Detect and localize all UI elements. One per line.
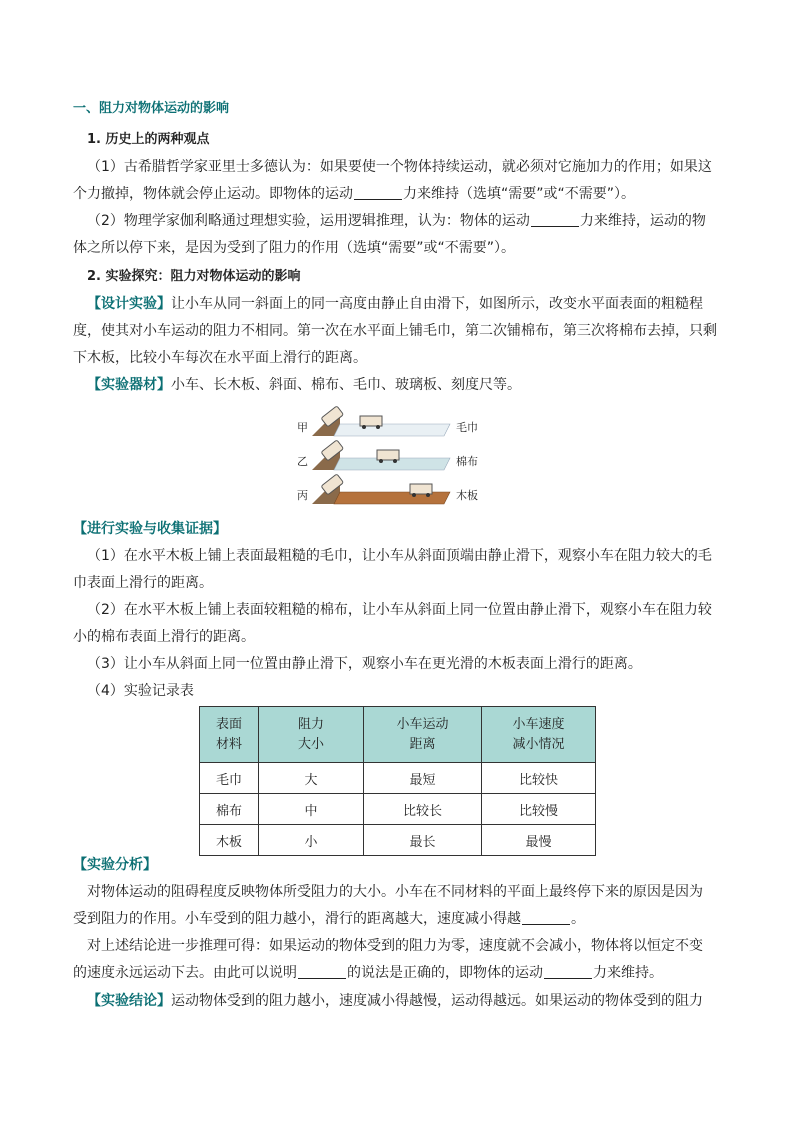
- car-3: [410, 484, 432, 494]
- subheading-views: 1. 历史上的两种观点: [87, 132, 210, 147]
- table-cell: 大: [259, 763, 364, 794]
- table-row: [200, 825, 596, 856]
- procedure-step-1b: 巾表面上滑行的距离。: [73, 575, 213, 591]
- procedure-step-2a: （2）在水平木板上铺上表面较粗糙的棉布，让小车从斜面上同一位置由静止滑下，观察小车在阻力较: [87, 602, 712, 618]
- figure-drawing: [290, 402, 510, 514]
- analysis-paragraph-2a: 对上述结论进一步推理可得：如果运动的物体受到的阻力为零，速度就不会减小，物体将以恒定不变: [87, 938, 703, 954]
- header-cell: 小车运动 距离: [364, 707, 482, 763]
- figure-label-board: 木板: [456, 489, 478, 502]
- header-cell: 表面 材料: [200, 707, 259, 763]
- table-cell: 中: [259, 794, 364, 825]
- subheading-experiment: 2. 实验探究：阻力对物体运动的影响: [87, 269, 301, 284]
- header-cell: 阻力 大小: [259, 707, 364, 763]
- conclusion-tag: 【实验结论】: [87, 993, 171, 1009]
- section-heading: 一、阻力对物体运动的影响: [73, 101, 230, 116]
- table-cell: 小: [259, 825, 364, 856]
- table-header-row: [200, 707, 596, 763]
- experiment-figure: [290, 402, 510, 514]
- conclusion-paragraph: 【实验结论】运动物体受到的阻力越小，速度减小得越慢，运动得越远。如果运动的物体受到的阻力: [87, 993, 703, 1009]
- analysis-tag: 【实验分析】: [73, 857, 157, 873]
- fill-blank[interactable]: [354, 185, 402, 200]
- table-row: [200, 763, 596, 794]
- row-towel: [312, 406, 450, 436]
- figure-label-yi: 乙: [297, 455, 308, 468]
- table-cell: 比较快: [482, 763, 596, 794]
- car-1: [360, 416, 382, 426]
- table-cell: 木板: [200, 825, 259, 856]
- figure-label-cloth: 棉布: [456, 455, 478, 468]
- paragraph-design-3: 下木板，比较小车每次在水平面上滑行的距离。: [73, 350, 367, 366]
- analysis-paragraph-1b: 受到阻力的作用。小车受到的阻力越小，滑行的距离越大，速度减小得越 。: [73, 911, 585, 927]
- table-cell: 比较慢: [482, 794, 596, 825]
- paragraph-aristotle-2: 个力撤掉，物体就会停止运动。即物体的运动 力来维持（选填“需要”或“不需要”）。: [73, 186, 636, 202]
- figure-label-jia: 甲: [297, 421, 308, 434]
- car-2: [377, 450, 399, 460]
- procedure-step-3: （3）让小车从斜面上同一位置由静止滑下，观察小车在更光滑的木板表面上滑行的距离。: [87, 656, 642, 672]
- paragraph-design-1: 【设计实验】让小车从同一斜面上的同一高度由静止自由滑下，如图所示，改变水平面表面的粗糙程: [87, 296, 703, 312]
- equipment-tag: 【实验器材】: [87, 377, 171, 393]
- record-table: [199, 706, 596, 856]
- surface-towel: [334, 424, 450, 436]
- procedure-step-4: （4）实验记录表: [87, 683, 194, 699]
- table-row: [200, 794, 596, 825]
- surface-board: [334, 492, 450, 504]
- row-cloth: [312, 440, 450, 470]
- fill-blank[interactable]: [531, 212, 579, 227]
- paragraph-galileo-2: 体之所以停下来，是因为受到了阻力的作用（选填“需要”或“不需要”）。: [73, 240, 516, 256]
- fill-blank[interactable]: [544, 964, 592, 979]
- procedure-tag: 【进行实验与收集证据】: [73, 521, 227, 537]
- table-cell: 最长: [364, 825, 482, 856]
- header-cell: 小车速度 减小情况: [482, 707, 596, 763]
- procedure-step-1a: （1）在水平木板上铺上表面最粗糙的毛巾，让小车从斜面顶端由静止滑下，观察小车在阻力较大的毛: [87, 548, 712, 564]
- table-cell: 最慢: [482, 825, 596, 856]
- row-board: [312, 474, 450, 504]
- procedure-step-2b: 小的棉布表面上滑行的距离。: [73, 629, 255, 645]
- table-cell: 毛巾: [200, 763, 259, 794]
- figure-label-bing: 丙: [297, 489, 308, 502]
- fill-blank[interactable]: [522, 910, 570, 925]
- paragraph-aristotle-1: （1）古希腊哲学家亚里士多德认为：如果要使一个物体持续运动，就必须对它施加力的作用；如果这: [87, 159, 712, 175]
- design-tag: 【设计实验】: [87, 296, 171, 312]
- analysis-paragraph-2b: 的速度永远运动下去。由此可以说明 的说法是正确的，即物体的运动 力来维持。: [73, 965, 663, 981]
- paragraph-equipment: 【实验器材】小车、长木板、斜面、棉布、毛巾、玻璃板、刻度尺等。: [87, 377, 521, 393]
- table-cell: 最短: [364, 763, 482, 794]
- table-cell: 比较长: [364, 794, 482, 825]
- paragraph-galileo-1: （2）物理学家伽利略通过理想实验，运用逻辑推理，认为：物体的运动 力来维持，运动的物: [87, 213, 706, 229]
- fill-blank[interactable]: [298, 964, 346, 979]
- table-cell: 棉布: [200, 794, 259, 825]
- paragraph-design-2: 度，使其对小车运动的阻力不相同。第一次在水平面上铺毛巾，第二次铺棉布，第三次将棉布去掉，只剩: [73, 323, 717, 339]
- figure-label-towel: 毛巾: [456, 421, 478, 434]
- analysis-paragraph-1a: 对物体运动的阻碍程度反映物体所受阻力的大小。小车在不同材料的平面上最终停下来的原因是因为: [87, 884, 703, 900]
